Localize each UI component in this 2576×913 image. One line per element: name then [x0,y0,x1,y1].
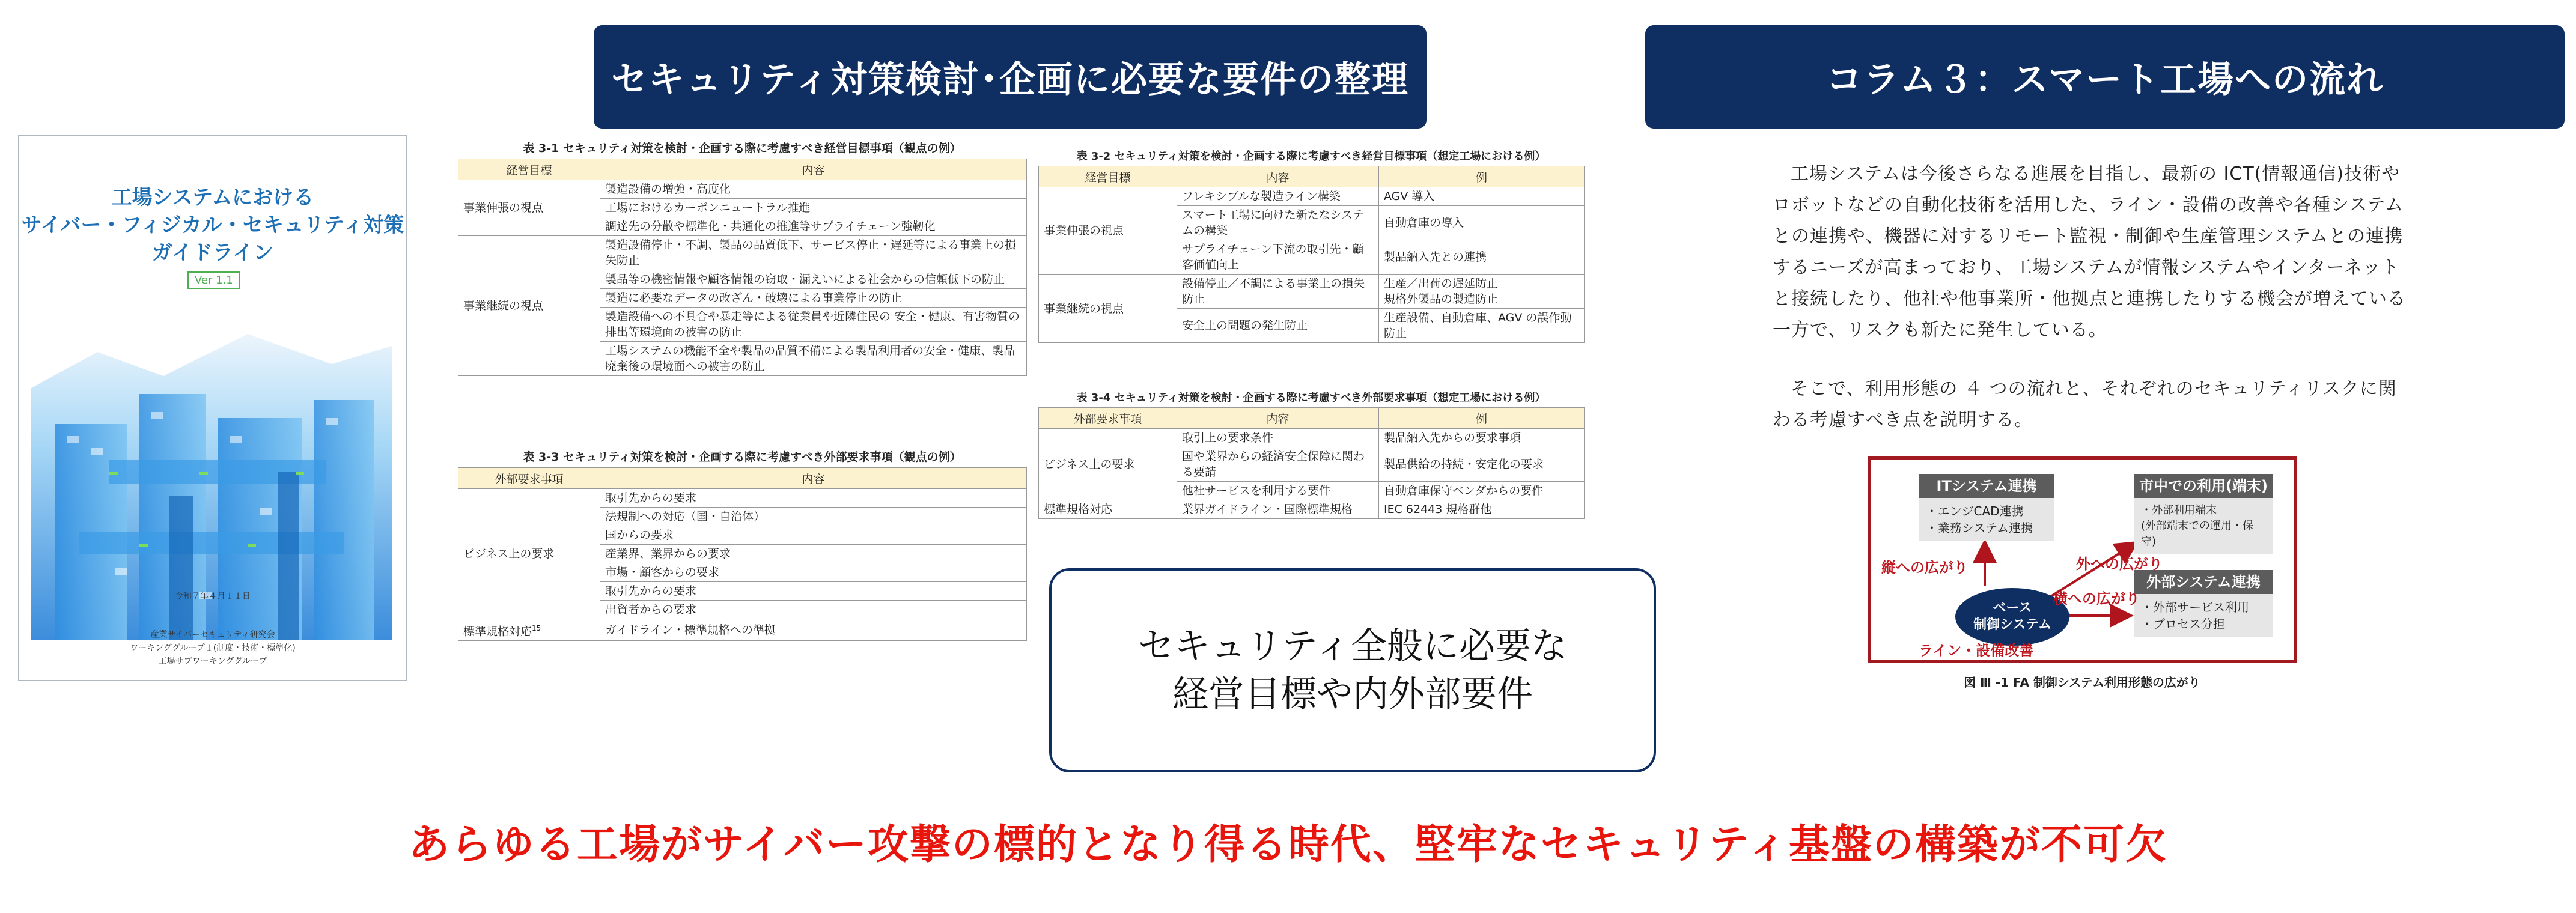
table-cell: 製品供給の持続・安定化の要求 [1379,447,1585,482]
column-header: 内容 [600,468,1027,489]
table-cell: 生産／出荷の遅延防止 規格外製品の製造防止 [1379,275,1585,309]
table-3-2-caption: 表 3-2 セキュリティ対策を検討・企画する際に考慮すべき経営目標事項（想定工場における例） [1076,150,1546,163]
table-cell: 自動倉庫保守ベンダからの要件 [1379,482,1585,500]
column-header: 内容 [1177,408,1379,429]
box-item: ・外部サービス利用 [2141,600,2249,614]
column-paragraph-1: 工場システムは今後さらなる進展を目指し、最新の ICT(情報通信)技術やロボットなどの自動化技術を活用した、ライン・設備の改善や各種システムとの連携や、機器に対するリモート監視・制御や生産管理システムとの連携するニーズが高まっており、工場システムが情報システムやインターネットと接続したり、他社や他事業所・他拠点と連携したりする機会が増えている一方で、リスクも新たに発生している。 [1773,163,2406,341]
column-header: 外部要求事項 [1039,408,1177,429]
column-header: 外部要求事項 [458,468,600,489]
box-header: 外部システム連携 [2134,570,2273,594]
banner-text: コラム３：スマート工場への流れ [1825,59,2384,101]
table-cell: スマート工場に向けた新たなシステムの構築 [1177,206,1379,240]
category-cell: 事業伸張の視点 [458,180,600,236]
table-cell: 製造に必要なデータの改ざん・破壊による事業停止の防止 [600,289,1027,308]
market-usage-box [2134,474,2273,554]
table-cell: AGV 導入 [1379,187,1585,206]
cover-title-line: 工場システムにおける [111,186,314,210]
section-banner-column [1645,25,2565,129]
outward-expansion-label: 外への広がり [2076,556,2163,572]
table-3-2 [1038,166,1585,343]
table-cell: 出資者からの要求 [600,601,1027,619]
footnote-marker: 15 [532,624,541,632]
category-cell: 標準規格対応 [1039,500,1177,519]
node-line: ベース [1993,601,2032,616]
cover-organization [19,628,406,668]
horizontal-expansion-label: 横への広がり [2053,590,2140,607]
banner-text: セキュリティ対策検討･企画に必要な要件の整理 [611,59,1409,101]
cover-title-line: ガイドライン [152,241,273,265]
column-header: 例 [1379,166,1585,187]
it-system-box [1919,474,2054,541]
table-cell: 業界ガイドライン・国際標準規格 [1177,500,1379,519]
table-3-3 [458,467,1027,641]
cover-title-line: サイバー・フィジカル・セキュリティ対策 [21,213,404,237]
category-cell: ビジネス上の要求 [458,489,600,619]
table-cell: 製品等の機密情報や顧客情報の窃取・漏えいによる社会からの信頼低下の防止 [600,270,1027,289]
table-cell: 製造設備停止・不調、製品の品質低下、サービス停止・遅延等による事業上の損失防止 [600,236,1027,270]
table-cell: 自動倉庫の導入 [1379,206,1585,240]
node-line: 制御システム [1973,617,2051,632]
box-body [1919,498,2054,541]
external-system-box [2134,570,2273,637]
column-header: 内容 [1177,166,1379,187]
table-cell: IEC 62443 規格群他 [1379,500,1585,519]
column-paragraph-2: そこで、利用形態の ４ つの流れと、それぞれのセキュリティリスクに関わる考慮すべき点を説明する。 [1773,378,2397,431]
table-cell: 安全上の問題の発生防止 [1177,309,1379,343]
box-item: ・エンジCAD連携 [1926,504,2024,518]
table-cell: 生産設備、自動倉庫、AGV の誤作動防止 [1379,309,1585,343]
table-3-4 [1038,407,1585,519]
table-cell: 他社サービスを利用する要件 [1177,482,1379,500]
table-cell: 調達先の分散や標準化・共通化の推進等サプライチェーン強靭化 [600,217,1027,236]
org-line: ワーキンググループ１(制度・技術・標準化) [130,643,296,653]
version-badge: Ver 1.1 [187,271,240,289]
diagram-caption: 図 Ⅲ -1 FA 制御システム利用形態の広がり [1964,675,2200,690]
cover-title [19,184,406,267]
table-cell: 設備停止／不調による事業上の損失防止 [1177,275,1379,309]
table-3-4-caption: 表 3-4 セキュリティ対策を検討・企画する際に考慮すべき外部要求事項（想定工場における例） [1076,392,1546,404]
category-cell: 事業継続の視点 [1039,275,1177,343]
box-body [2134,594,2273,637]
cover-date: 令和７年４月１１日 [175,592,251,601]
vertical-expansion-label: 縦への広がり [1881,559,1968,576]
key-message: あらゆる工場がサイバー攻撃の標的となり得る時代、堅牢なセキュリティ基盤の構築が不可欠 [408,821,2168,869]
category-cell: 事業伸張の視点 [1039,187,1177,275]
table-cell: 市場・顧客からの要求 [600,563,1027,582]
summary-callout [1049,568,1656,772]
category-cell [458,619,600,641]
guideline-cover [18,135,407,681]
table-cell: 工場におけるカーボンニュートラル推進 [600,199,1027,217]
table-cell: 法規制への対応（国・自治体） [600,508,1027,526]
table-cell: 産業界、業界からの要求 [600,545,1027,563]
box-item: ・プロセス分担 [2141,617,2225,631]
table-cell: 製造設備への不具合や暴走等による従業員や近隣住民の 安全・健康、有害物質の排出等環境面の被害の防止 [600,308,1027,342]
base-node-label [1955,600,2069,634]
box-item: ・業務システム連携 [1926,521,2033,535]
table-cell: 製造設備の増強・高度化 [600,180,1027,199]
table-cell: 製品納入先との連携 [1379,240,1585,275]
box-item: ・外部利用端末 [2141,504,2217,517]
box-header: ITシステム連携 [1919,474,2054,498]
box-body [2134,498,2273,554]
org-line: 産業サイバーセキュリティ研究会 [150,630,275,640]
category-label: 標準規格対応 [463,625,532,638]
column-header: 経営目標 [1039,166,1177,187]
callout-line: セキュリティ全般に必要な [1138,625,1567,667]
category-cell: 事業継続の視点 [458,236,600,376]
table-3-1 [458,159,1027,376]
table-cell: フレキシブルな製造ライン構築 [1177,187,1379,206]
fa-usage-diagram [1868,456,2297,663]
table-cell: 製品納入先からの要求事項 [1379,429,1585,447]
table-cell: 取引先からの要求 [600,582,1027,601]
table-3-1-caption: 表 3-1 セキュリティ対策を検討・企画する際に考慮すべき経営目標事項（観点の例） [523,142,961,155]
box-header: 市中での利用(端末) [2134,474,2273,498]
category-cell: ビジネス上の要求 [1039,429,1177,500]
table-cell: 取引上の要求条件 [1177,429,1379,447]
table-cell: 取引先からの要求 [600,489,1027,508]
table-cell: 国からの要求 [600,526,1027,545]
box-item: (外部端末での運用・保守) [2141,520,2254,548]
callout-line: 経営目標や内外部要件 [1172,673,1533,715]
table-cell: ガイドライン・標準規格への準拠 [600,619,1027,641]
line-improvement-label: ライン・設備改善 [1919,642,2034,659]
table-3-3-caption: 表 3-3 セキュリティ対策を検討・企画する際に考慮すべき外部要求事項（観点の例） [523,450,961,464]
section-banner-requirements [594,25,1427,129]
column-header: 例 [1379,408,1585,429]
column-header: 内容 [600,159,1027,180]
column-header: 経営目標 [458,159,600,180]
org-line: 工場サブワーキンググループ [158,657,267,666]
table-cell: サプライチェーン下流の取引先・顧客価値向上 [1177,240,1379,275]
table-cell: 工場システムの機能不全や製品の品質不備による製品利用者の安全・健康、製品廃棄後の環境面への被害の防止 [600,342,1027,376]
table-cell: 国や業界からの経済安全保障に関わる要請 [1177,447,1379,482]
